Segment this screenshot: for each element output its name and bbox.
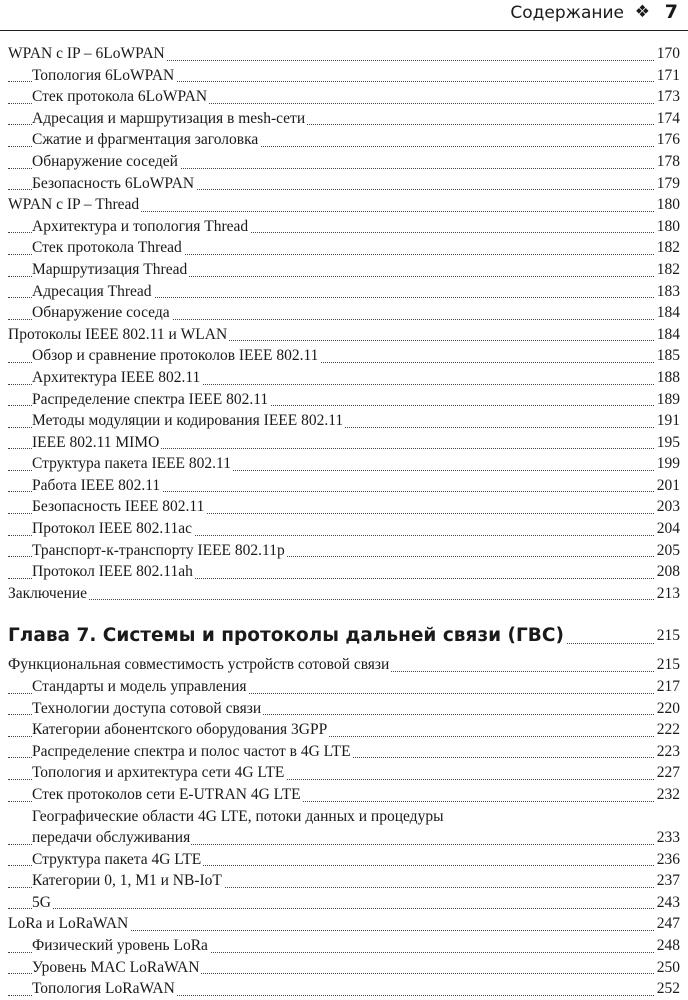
toc-title: Сжатие и фрагментация заголовка (32, 131, 259, 149)
toc-title: Распределение спектра и полос частот в 4G LTE (32, 742, 351, 760)
toc-entry[interactable] (8, 784, 680, 806)
toc-page: 250 (654, 957, 680, 979)
toc-page: 174 (654, 108, 680, 130)
toc-page: 215 (654, 618, 680, 654)
toc-entry[interactable] (8, 324, 680, 346)
toc-page: 227 (654, 762, 680, 784)
toc-page: 191 (654, 410, 680, 432)
toc-page: 233 (654, 827, 680, 849)
toc-title-continued: передачи обслуживания (32, 827, 190, 849)
toc-entry[interactable] (8, 86, 680, 108)
toc-title: IEEE 802.11 MIMO (32, 433, 160, 451)
toc-title: LoRa и LoRaWAN (8, 915, 129, 933)
toc-title: WPAN с IP – Thread (8, 196, 140, 214)
toc-title: Технологии доступа сотовой связи (32, 699, 262, 717)
toc-page: 223 (654, 741, 680, 763)
toc-title: Обнаружение соседа (32, 304, 170, 322)
toc-title: Протоколы IEEE 802.11 и WLAN (8, 325, 228, 343)
toc-page: 222 (654, 719, 680, 741)
toc-entry[interactable] (8, 367, 680, 389)
toc-title: Протокол IEEE 802.11ac (32, 520, 192, 538)
toc-page: 208 (654, 561, 680, 583)
toc-page: 217 (654, 676, 680, 698)
toc-page: 195 (654, 432, 680, 454)
toc-title: Распределение спектра IEEE 802.11 (32, 390, 269, 408)
toc-page: 252 (654, 978, 680, 1000)
toc-title: Физический уровень LoRa (32, 936, 208, 954)
toc-page: 189 (654, 389, 680, 411)
toc-page: 205 (654, 540, 680, 562)
toc-title: Маршрутизация Thread (32, 260, 188, 278)
toc-title: Функциональная совместимость устройств сотовой связи (8, 656, 390, 674)
toc-title: Безопасность IEEE 802.11 (32, 498, 205, 516)
toc-title: Безопасность 6LoWPAN (32, 174, 195, 192)
toc-entry[interactable] (8, 762, 680, 784)
toc-entry[interactable] (8, 849, 680, 871)
toc-title: Обзор и сравнение протоколов IEEE 802.11 (32, 347, 319, 365)
toc-page: 247 (654, 913, 680, 935)
toc-page: 182 (654, 237, 680, 259)
toc-title: Структура пакета 4G LTE (32, 850, 202, 868)
toc-entry[interactable] (8, 216, 680, 238)
toc-page: 213 (654, 583, 680, 605)
toc-entry[interactable] (8, 194, 680, 216)
toc-entry[interactable] (8, 302, 680, 324)
toc-entry[interactable] (8, 935, 680, 957)
toc-title: Архитектура и топология Thread (32, 217, 249, 235)
running-head (0, 0, 688, 31)
toc-title: Стандарты и модель управления (32, 678, 247, 696)
toc-entry[interactable] (8, 281, 680, 303)
toc-entry[interactable] (8, 389, 680, 411)
toc-page: 236 (654, 849, 680, 871)
toc-page: 199 (654, 453, 680, 475)
toc-title: Категории 0, 1, M1 и NB-IoT (32, 872, 222, 890)
toc-title: Заключение (8, 584, 88, 602)
toc-title: Стек протокола 6LoWPAN (32, 88, 208, 106)
toc-entry[interactable] (8, 432, 680, 454)
page-number: 7 (664, 1, 678, 23)
toc-page: 179 (654, 173, 680, 195)
toc-page: 180 (654, 194, 680, 216)
ornament-icon: ❖ (634, 2, 650, 22)
toc-entry[interactable] (8, 129, 680, 151)
toc-page: 184 (654, 302, 680, 324)
toc-entry[interactable] (8, 237, 680, 259)
toc-entry[interactable] (8, 108, 680, 130)
chapter-title: Глава 7. Системы и протоколы дальней связи (ГВС) (8, 625, 564, 647)
toc-page: 220 (654, 698, 680, 720)
toc-page: 188 (654, 367, 680, 389)
toc-title: Транспорт-к-транспорту IEEE 802.11p (32, 541, 285, 559)
toc-page: 215 (654, 654, 680, 676)
toc-page: 243 (654, 892, 680, 914)
toc-entry[interactable] (8, 957, 680, 979)
toc-title: Архитектура IEEE 802.11 (32, 368, 201, 386)
toc-entry[interactable] (8, 913, 680, 935)
toc-entry[interactable] (8, 518, 680, 540)
section-title: Содержание (510, 3, 624, 23)
toc-entry[interactable] (8, 806, 680, 849)
toc-title: Стек протоколов сети E-UTRAN 4G LTE (32, 786, 301, 803)
toc-entry[interactable] (8, 453, 680, 475)
toc-entry[interactable] (8, 698, 680, 720)
toc-entry[interactable] (8, 583, 680, 605)
toc-chapter-heading[interactable] (8, 618, 680, 654)
toc-title: Методы модуляции и кодирования IEEE 802.11 (32, 412, 344, 430)
toc-entry[interactable] (8, 741, 680, 763)
toc-entry[interactable] (8, 654, 680, 676)
toc-title: Топология 6LoWPAN (32, 66, 175, 84)
toc-page: 183 (654, 281, 680, 303)
toc-entry[interactable] (8, 892, 680, 914)
toc-page: 203 (654, 496, 680, 518)
toc-page: 182 (654, 259, 680, 281)
toc-entry[interactable] (8, 540, 680, 562)
toc-entry[interactable] (8, 345, 680, 367)
table-of-contents (8, 43, 680, 1000)
toc-title: Протокол IEEE 802.11ah (32, 563, 193, 581)
toc-page: 204 (654, 518, 680, 540)
toc-title: Топология LoRaWAN (32, 980, 175, 998)
toc-page: 170 (654, 43, 680, 65)
toc-title: Уровень MAC LoRaWAN (32, 958, 200, 976)
toc-title: Адресация Thread (32, 282, 152, 300)
toc-page: 248 (654, 935, 680, 957)
toc-title: 5G (32, 893, 51, 911)
toc-entry[interactable] (8, 410, 680, 432)
toc-entry[interactable] (8, 475, 680, 497)
toc-title: Категории абонентского оборудования 3GPP (32, 721, 328, 739)
toc-entry[interactable] (8, 561, 680, 583)
toc-title: Стек протокола Thread (32, 239, 182, 257)
toc-entry[interactable] (8, 151, 680, 173)
toc-page: 184 (654, 324, 680, 346)
toc-entry[interactable] (8, 43, 680, 65)
toc-title: Топология и архитектура сети 4G LTE (32, 764, 285, 782)
toc-entry[interactable] (8, 870, 680, 892)
toc-entry[interactable] (8, 259, 680, 281)
toc-title: Структура пакета IEEE 802.11 (32, 455, 231, 473)
toc-title: Географические области 4G LTE, потоки данных и процедуры (32, 806, 443, 828)
toc-page: 178 (654, 151, 680, 173)
toc-page: 201 (654, 475, 680, 497)
toc-page: 237 (654, 870, 680, 892)
toc-page: 185 (654, 345, 680, 367)
toc-entry[interactable] (8, 173, 680, 195)
toc-entry[interactable] (8, 719, 680, 741)
toc-title: WPAN с IP – 6LoWPAN (8, 45, 165, 62)
toc-page: 180 (654, 216, 680, 238)
toc-title: Адресация и маршрутизация в mesh-сети (32, 109, 306, 127)
toc-title: Обнаружение соседей (32, 152, 178, 170)
toc-page: 232 (654, 784, 680, 806)
toc-page: 171 (654, 65, 680, 87)
toc-title: Работа IEEE 802.11 (32, 476, 161, 494)
toc-entry[interactable] (8, 65, 680, 87)
toc-page: 176 (654, 129, 680, 151)
toc-entry[interactable] (8, 676, 680, 698)
toc-entry[interactable] (8, 496, 680, 518)
toc-page: 173 (654, 86, 680, 108)
toc-entry[interactable] (8, 978, 680, 1000)
